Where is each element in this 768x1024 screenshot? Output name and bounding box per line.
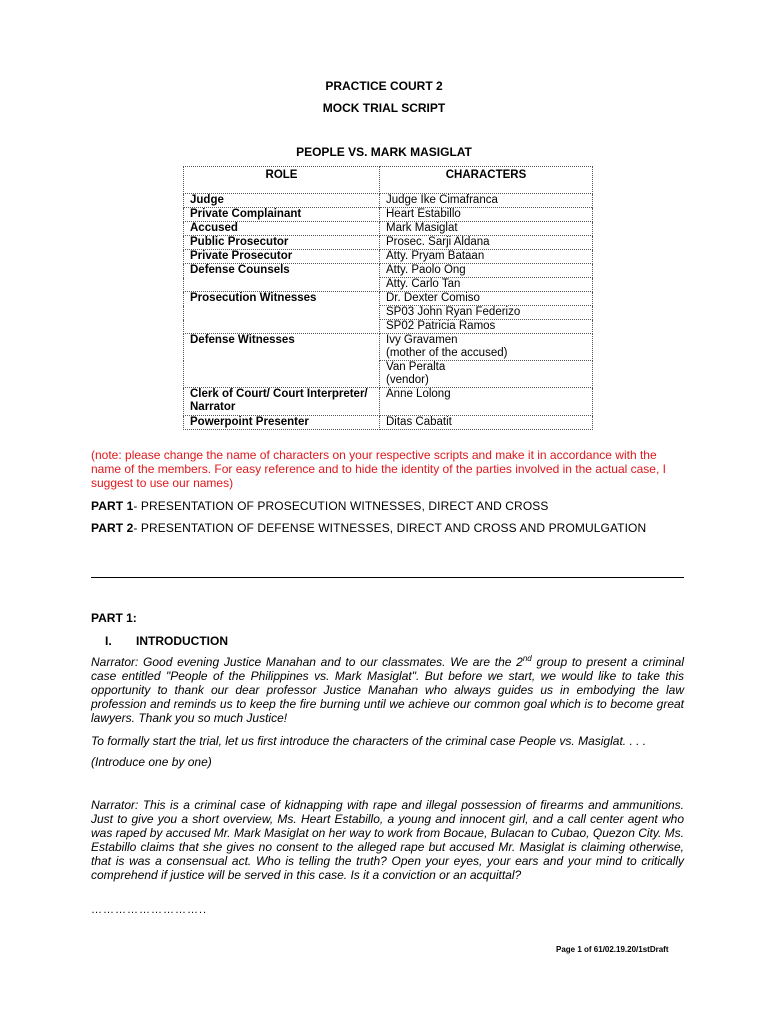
part-2-line: [91, 521, 646, 535]
table-row: [184, 222, 593, 236]
role-cell: Defense Witnesses: [184, 334, 380, 388]
table-row: [184, 236, 593, 250]
para-1-end: group to present a criminal case entitled "People of the Philippines vs. Mark Masiglat". But before we start, we would like to take this opportunity to thank our dear professor Justice Manahan who always guides us in embodying the law profession and reminds us to keep the fire burning until we achieve our common goal which is to become great lawyers. Thank you so much Justice!: [91, 655, 685, 725]
table-row: [184, 292, 593, 306]
character-cell: Van Peralta (vendor): [380, 361, 593, 388]
character-cell: SP03 John Ryan Federizo: [380, 306, 593, 320]
table-row: [184, 208, 593, 222]
narrator-paragraph-1: [91, 655, 684, 725]
roles-table: [183, 166, 593, 430]
table-row: [184, 416, 593, 430]
character-cell: Atty. Paolo Ong: [380, 264, 593, 278]
character-cell: Heart Estabillo: [380, 208, 593, 222]
note-text: (note: please change the name of characters on your respective scripts and make it in accordance with the name of the members. For easy reference and to hide the identity of the parties involved in the actual case, I suggest to use our names): [91, 448, 666, 490]
table-row: [184, 334, 593, 361]
section-heading: PART 1:: [91, 611, 137, 625]
character-cell: Ditas Cabatit: [380, 416, 593, 430]
characters-header: CHARACTERS: [380, 167, 593, 194]
intro-number: I.: [105, 634, 112, 648]
role-cell: Judge: [184, 194, 380, 208]
table-row: [184, 388, 593, 416]
role-cell: Clerk of Court/ Court Interpreter/ Narrator: [184, 388, 380, 416]
role-header: ROLE: [184, 167, 380, 194]
narrator-paragraph-4: Narrator: This is a criminal case of kidnapping with rape and illegal possession of firearms and ammunitions. Just to give you a short overview, Ms. Heart Estabillo, a young and innocent girl, and a call center agent who was raped by accused Mr. Mark Masiglat on her way to work from Bocaue, Bulacan to Cubao, Quezon City. Ms. Estabillo claims that she gives no consent to the alleged rape but accused Mr. Masiglat is claiming otherwise, that is was a consensual act. Who is telling the truth? Open your eyes, your ears and your mind to critically comprehend if justice will be served in this case. Is it a conviction or an acquittal?: [91, 798, 684, 882]
role-cell: Public Prosecutor: [184, 236, 380, 250]
character-cell: Atty. Carlo Tan: [380, 278, 593, 292]
role-cell: Private Prosecutor: [184, 250, 380, 264]
table-row: [184, 264, 593, 278]
part-1-label: PART 1: [91, 499, 134, 513]
role-cell: Defense Counsels: [184, 264, 380, 292]
page-footer: Page 1 of 61/02.19.20/1stDraft: [556, 945, 669, 954]
character-cell: Judge Ike Cimafranca: [380, 194, 593, 208]
intro-title: INTRODUCTION: [136, 634, 228, 648]
part-2-text: - PRESENTATION OF DEFENSE WITNESSES, DIRECT AND CROSS AND PROMULGATION: [133, 521, 647, 535]
character-cell: SP02 Patricia Ramos: [380, 320, 593, 334]
character-cell: Atty. Pryam Bataan: [380, 250, 593, 264]
table-header-row: [184, 167, 593, 194]
character-cell: Dr. Dexter Comiso: [380, 292, 593, 306]
character-cell: Ivy Gravamen (mother of the accused): [380, 334, 593, 361]
table-row: [184, 250, 593, 264]
role-cell: Private Complainant: [184, 208, 380, 222]
part-2-label: PART 2: [91, 521, 134, 535]
narrator-paragraph-3: (Introduce one by one): [91, 755, 212, 769]
horizontal-divider: [91, 577, 684, 578]
role-cell: Accused: [184, 222, 380, 236]
character-cell: Prosec. Sarji Aldana: [380, 236, 593, 250]
role-cell: Powerpoint Presenter: [184, 416, 380, 430]
para-1-sup: nd: [522, 654, 532, 663]
case-title: PEOPLE VS. MARK MASIGLAT: [296, 145, 472, 159]
para-1-start: Narrator: Good evening Justice Manahan and to our classmates. We are the 2: [91, 655, 523, 669]
ellipsis-line: ………………………..: [91, 904, 208, 916]
role-cell: Prosecution Witnesses: [184, 292, 380, 334]
narrator-paragraph-2: To formally start the trial, let us first introduce the characters of the criminal case People vs. Masiglat. . . .: [91, 734, 647, 748]
table-row: [184, 194, 593, 208]
part-1-text: - PRESENTATION OF PROSECUTION WITNESSES, DIRECT AND CROSS: [133, 499, 549, 513]
document-title-2: MOCK TRIAL SCRIPT: [322, 101, 446, 115]
character-cell: Mark Masiglat: [380, 222, 593, 236]
part-1-line: [91, 499, 548, 513]
character-cell: Anne Lolong: [380, 388, 593, 416]
document-title-1: PRACTICE COURT 2: [325, 79, 443, 93]
